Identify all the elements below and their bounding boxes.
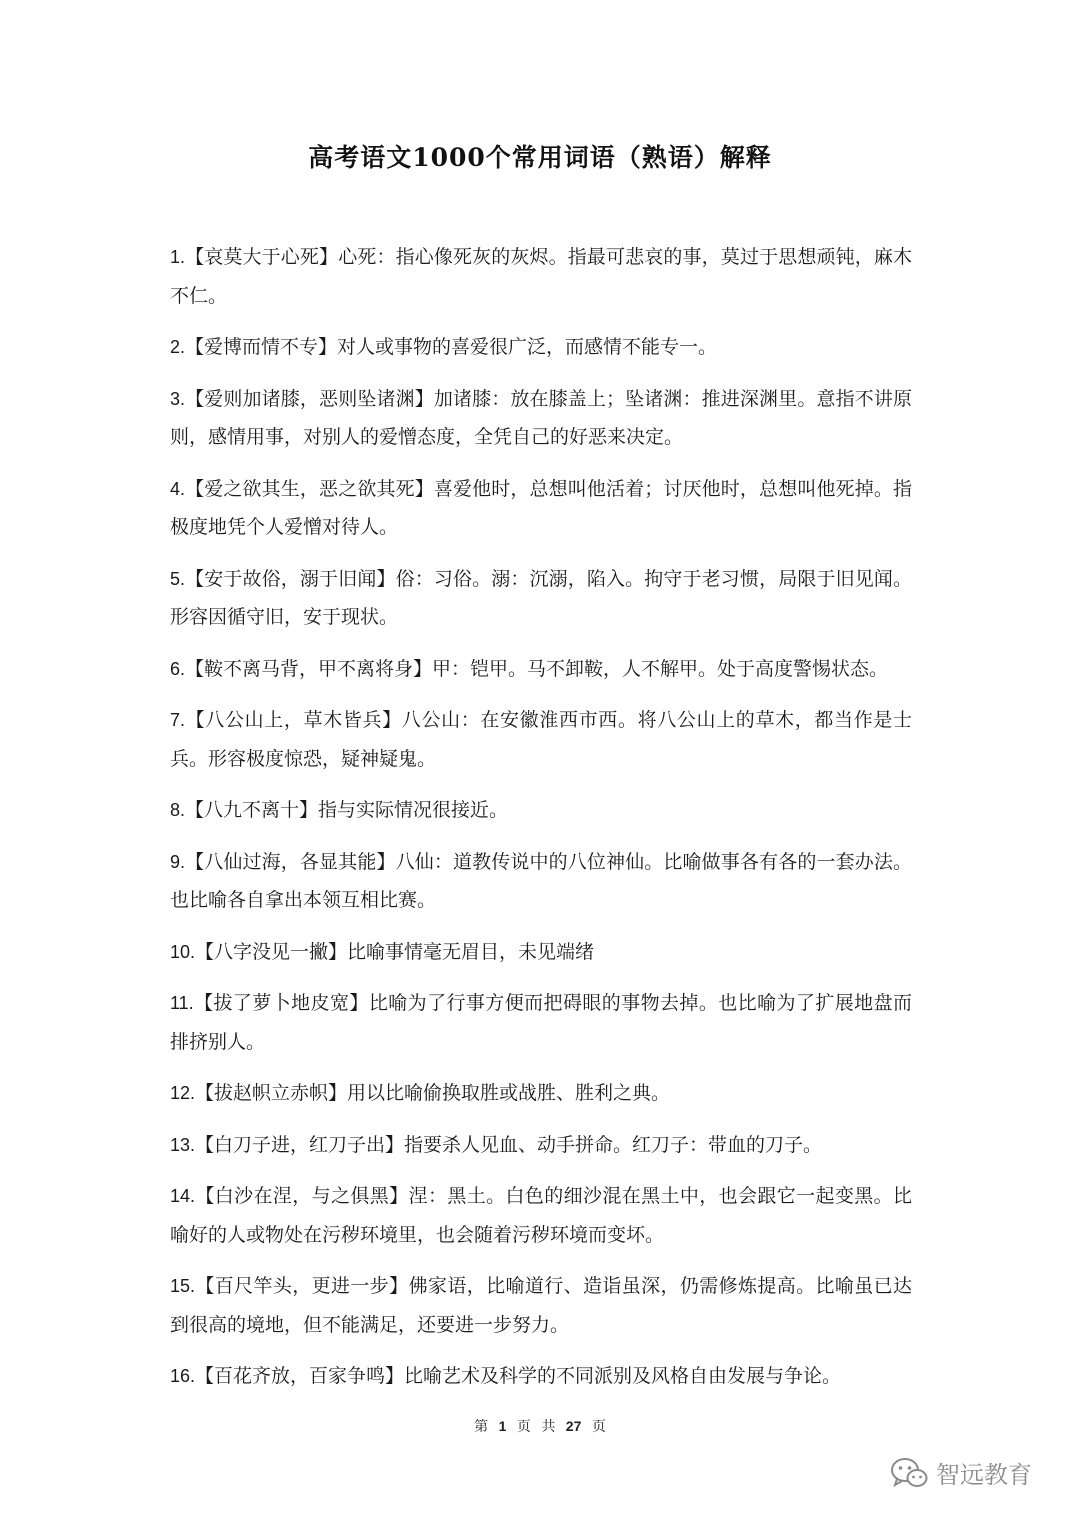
entry-number: 6. <box>170 658 186 679</box>
watermark-text: 智远教育 <box>936 1461 1032 1489</box>
total-pages: 27 <box>565 1418 582 1434</box>
entry-term: 【拔赵帜立赤帜】 <box>195 1082 348 1104</box>
list-item <box>170 650 912 689</box>
entry-term: 【八公山上，草木皆兵】 <box>185 709 402 731</box>
entry-number: 8. <box>170 800 186 820</box>
entry-term: 【爱则加诸膝，恶则坠诸渊】 <box>185 387 434 410</box>
entry-text: 甲：铠甲。马不卸鞍，人不解甲。处于高度警惕状态。 <box>432 657 889 680</box>
entry-term: 【白沙在涅，与之俱黑】 <box>195 1185 409 1207</box>
list-item <box>170 984 912 1061</box>
list-item <box>170 1177 912 1254</box>
entry-number: 4. <box>170 478 186 499</box>
entry-term: 【八字没见一撇】 <box>195 940 348 963</box>
entry-term: 【拔了萝卜地皮宽】 <box>193 992 369 1014</box>
entry-text: 比喻为了行事方便而把碍眼的事物去掉。也比喻为了扩展地盘而排挤别人。 <box>170 992 912 1053</box>
entry-text: 用以比喻偷换取胜或战胜、胜利之典。 <box>347 1082 671 1104</box>
list-item <box>170 1357 912 1396</box>
entry-term: 【白刀子进，红刀子出】 <box>195 1133 405 1156</box>
entry-text: 涅：黑土。白色的细沙混在黑土中，也会跟它一起变黑。比喻好的人或物处在污秽环境里，也会随着污秽环境而变坏。 <box>170 1185 912 1246</box>
entry-text: 佛家语，比喻道行、造诣虽深，仍需修炼提高。比喻虽已达到很高的境地，但不能满足，还要进一步努力。 <box>170 1275 912 1336</box>
entry-number: 10. <box>170 941 196 962</box>
list-item <box>170 701 912 778</box>
list-item <box>170 791 912 830</box>
wechat-icon <box>890 1456 928 1490</box>
entry-text: 心死：指心像死灰的灰烬。指最可悲哀的事，莫过于思想顽钝，麻木不仁。 <box>170 246 912 307</box>
watermark <box>890 1455 1032 1490</box>
entry-text: 喜爱他时，总想叫他活着；讨厌他时，总想叫他死掉。指极度地凭个人爱憎对待人。 <box>170 477 912 538</box>
entry-text: 比喻事情毫无眉目，未见端绪 <box>347 940 595 963</box>
entry-number: 13. <box>170 1134 196 1155</box>
list-item <box>170 933 912 972</box>
footer-middle: 页 共 <box>516 1419 556 1435</box>
list-item <box>170 380 912 457</box>
list-item <box>170 843 912 920</box>
list-item <box>170 328 912 367</box>
entry-number: 7. <box>170 710 186 730</box>
footer-suffix: 页 <box>591 1419 606 1435</box>
entry-text: 指要杀人见血、动手拼命。红刀子：带血的刀子。 <box>404 1133 823 1156</box>
list-item <box>170 1267 912 1344</box>
entry-term: 【爱之欲其生，恶之欲其死】 <box>185 477 434 500</box>
entry-text: 八仙：道教传说中的八位神仙。比喻做事各有各的一套办法。也比喻各自拿出本领互相比赛。 <box>170 850 912 911</box>
entry-number: 14. <box>170 1186 196 1206</box>
entry-term: 【安于故俗，溺于旧闻】 <box>185 567 396 590</box>
entry-number: 1. <box>170 247 186 267</box>
entry-term: 【哀莫大于心死】 <box>185 246 339 268</box>
list-item <box>170 238 912 315</box>
entry-term: 【八九不离十】 <box>185 799 319 821</box>
entry-text: 加诸膝：放在膝盖上；坠诸渊：推进深渊里。意指不讲原则，感情用事，对别人的爱憎态度，全凭自己的好恶来决定。 <box>170 387 912 448</box>
page-title: 高考语文1000个常用词语（熟语）解释 <box>308 143 772 172</box>
entry-text: 八公山：在安徽淮西市西。将八公山上的草木，都当作是士兵。形容极度惊恐，疑神疑鬼。 <box>170 709 912 770</box>
page-number: 1 <box>498 1418 507 1434</box>
entry-term: 【爱博而情不专】 <box>185 336 338 358</box>
entry-text: 比喻艺术及科学的不同派别及风格自由发展与争论。 <box>404 1365 842 1387</box>
entry-number: 9. <box>170 851 186 872</box>
entry-term: 【八仙过海，各显其能】 <box>185 850 396 873</box>
entry-number: 2. <box>170 337 186 357</box>
entry-term: 【百尺竿头，更进一步】 <box>195 1275 409 1297</box>
entry-number: 11. <box>170 993 194 1013</box>
entry-term: 【百花齐放，百家争鸣】 <box>195 1365 405 1387</box>
list-item <box>170 470 912 547</box>
footer-prefix: 第 <box>474 1419 489 1435</box>
entry-number: 12. <box>170 1083 196 1103</box>
entry-text: 俗：习俗。溺：沉溺，陷入。拘守于老习惯，局限于旧见闻。形容因循守旧，安于现状。 <box>170 567 912 628</box>
list-item <box>170 1074 912 1113</box>
entry-text: 指与实际情况很接近。 <box>318 799 509 821</box>
entry-list <box>170 238 912 1409</box>
entry-number: 15. <box>170 1276 196 1296</box>
list-item <box>170 1126 912 1165</box>
entry-text: 对人或事物的喜爱很广泛，而感情不能专一。 <box>337 336 718 358</box>
entry-number: 3. <box>170 388 186 409</box>
list-item <box>170 560 912 637</box>
entry-number: 16. <box>170 1366 196 1386</box>
page-footer <box>0 1416 1080 1436</box>
entry-term: 【鞍不离马背，甲不离将身】 <box>185 657 433 680</box>
entry-number: 5. <box>170 568 186 589</box>
